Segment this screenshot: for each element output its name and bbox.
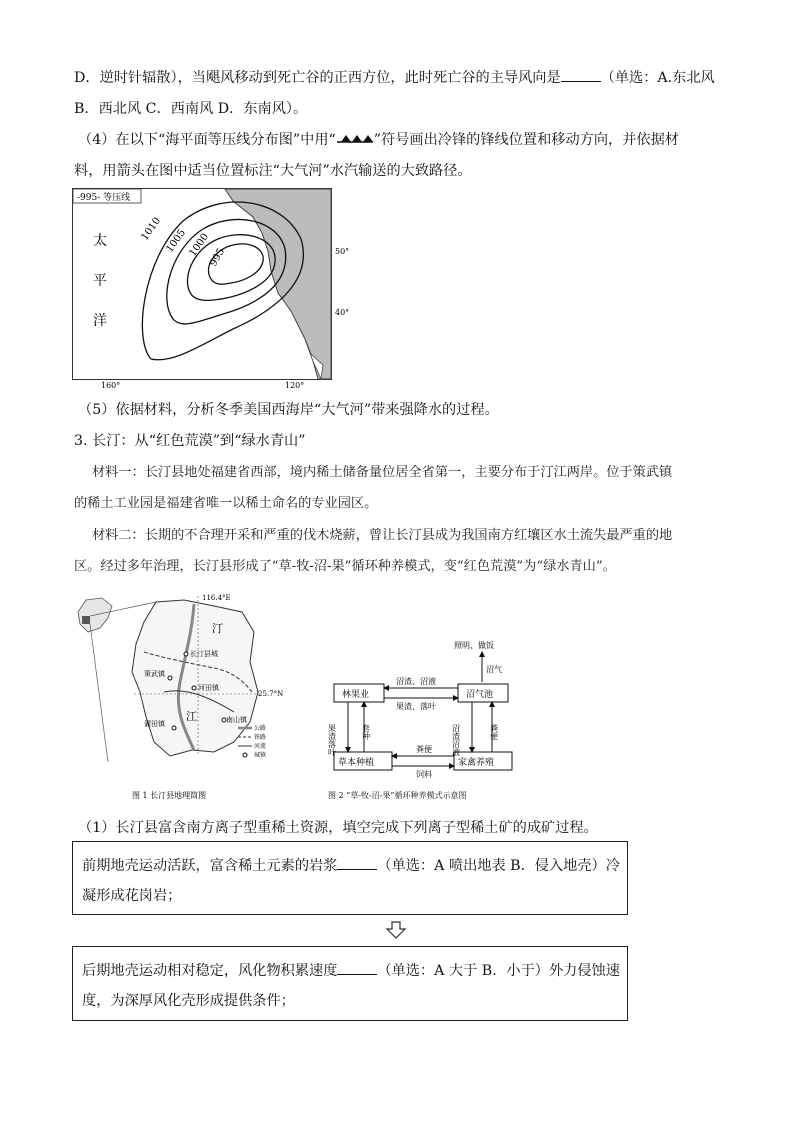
question-2-option-line: D．逆时针辐散），当飓风移动到死亡谷的正西方位，此时死亡谷的主导风向是 （单选：A.东北风 bbox=[74, 67, 715, 88]
changting-map-figure bbox=[74, 592, 284, 802]
latitude-label: 50° bbox=[335, 247, 350, 256]
town-label: 濯田镇 bbox=[144, 720, 165, 728]
process-step-2-box: 后期地壳运动相对稳定，风化物积累速度 （单选：A 大于 B．小于）外力侵蚀速 度，为深厚风化壳形成提供条件； bbox=[72, 946, 628, 1021]
town-label: 河田镇 bbox=[198, 684, 219, 692]
figure-2-caption: 图 2 “草-牧-沼-果”循环种养模式示意图 bbox=[328, 791, 467, 800]
top-output-label: 照明、做饭 bbox=[454, 641, 494, 650]
legend-label: 铁路 bbox=[254, 734, 267, 741]
node-label: 家禽养殖 bbox=[458, 758, 495, 768]
material-1-line1: 材料一：长汀县地处福建省西部，境内稀土储备量位居全省第一，主要分布于汀江两岸。位于策武镇 bbox=[92, 465, 673, 480]
longitude-label: 116.4°E bbox=[202, 594, 231, 602]
legend-label: 公路 bbox=[254, 725, 267, 732]
answer-blank[interactable] bbox=[561, 67, 601, 82]
material-1-line2: 的稀土工业园是福建省唯一以稀土命名的专业园区。 bbox=[74, 496, 378, 511]
ocean-label: 洋 bbox=[93, 313, 107, 329]
arrow-label: 粪便 bbox=[489, 724, 499, 740]
cycle-diagram-figure bbox=[320, 636, 530, 806]
question-4-line2: 料，用箭头在图中适当位置标注“大气河”水汽输送的大致路径。 bbox=[74, 163, 472, 179]
latitude-label: 25.7°N bbox=[258, 690, 284, 698]
isobar-label: 1005 bbox=[164, 227, 189, 255]
node-label: 林果业 bbox=[342, 690, 370, 700]
longitude-label: 120° bbox=[285, 381, 305, 390]
river-label: 汀 bbox=[212, 622, 223, 635]
longitude-label: 160° bbox=[101, 381, 121, 390]
cold-front-symbol bbox=[336, 130, 374, 150]
process-step-1-box: 前期地壳运动活跃，富含稀土元素的岩浆 （单选：A 喷出地表 B．侵入地壳）冷 凝形成花岗岩； bbox=[72, 841, 628, 915]
material-2-line1: 材料二：长期的不合理开采和严重的伐木烧薪，曾让长汀县成为我国南方红壤区水土流失最严重的地 bbox=[92, 528, 673, 543]
question-5: （5）依据材料，分析冬季美国西海岸“大气河”带来强降水的过程。 bbox=[78, 402, 499, 418]
legend-label: 河流 bbox=[254, 743, 267, 750]
isobar-label: 1010 bbox=[139, 215, 164, 243]
arrow-label: 沼渣沼液 bbox=[451, 724, 461, 756]
town-label: 策武镇 bbox=[144, 670, 165, 678]
material-2-line2: 区。经过多年治理，长汀县形成了“草-牧-沼-果”循环种养模式，变“红色荒漠”为“绿水青山”。 bbox=[74, 559, 616, 574]
river-label: 江 bbox=[186, 710, 197, 723]
arrow-label: 套种 bbox=[361, 724, 371, 740]
town-label: 南山镇 bbox=[226, 716, 247, 724]
arrow-label: 沼渣、沼液 bbox=[396, 677, 436, 686]
town-label: 长汀县城 bbox=[190, 650, 218, 658]
question-2-options: B．西北风 C．西南风 D．东南风）。 bbox=[74, 101, 308, 117]
sea-level-isobar-map bbox=[72, 188, 350, 390]
arrow-label: 粪便 bbox=[416, 745, 432, 754]
arrow-label: 果渣、落叶 bbox=[396, 702, 436, 711]
arrow-label: 果渣落叶 bbox=[327, 724, 337, 756]
question-4-line1: （4）在以下“海平面等压线分布图”中用“ ”符号画出冷锋的锋线位置和移动方向，并依据材 bbox=[78, 132, 679, 148]
ocean-label: 太 bbox=[93, 233, 107, 249]
ocean-label: 平 bbox=[93, 273, 107, 289]
answer-blank[interactable] bbox=[337, 855, 377, 870]
section-3-title: 3. 长汀：从“红色荒漠”到“绿水青山” bbox=[74, 433, 306, 449]
biogas-label: 沼气 bbox=[486, 665, 502, 674]
figure-1-caption: 图 1 长汀县地理简图 bbox=[132, 791, 207, 800]
node-label: 草本种植 bbox=[338, 758, 375, 768]
legend-label: 城镇 bbox=[254, 752, 267, 759]
down-arrow-icon bbox=[386, 921, 406, 943]
answer-blank[interactable] bbox=[337, 960, 377, 975]
question-3-1: （1）长汀县富含南方离子型重稀土资源，填空完成下列离子型稀土矿的成矿过程。 bbox=[78, 820, 598, 836]
isobar-label: 995 bbox=[208, 246, 228, 269]
map-legend: -995- 等压线 bbox=[77, 193, 131, 203]
arrow-label: 饲料 bbox=[416, 770, 432, 779]
node-label: 沼气池 bbox=[466, 690, 494, 700]
latitude-label: 40° bbox=[335, 308, 350, 317]
isobar-label: 1000 bbox=[187, 231, 212, 259]
